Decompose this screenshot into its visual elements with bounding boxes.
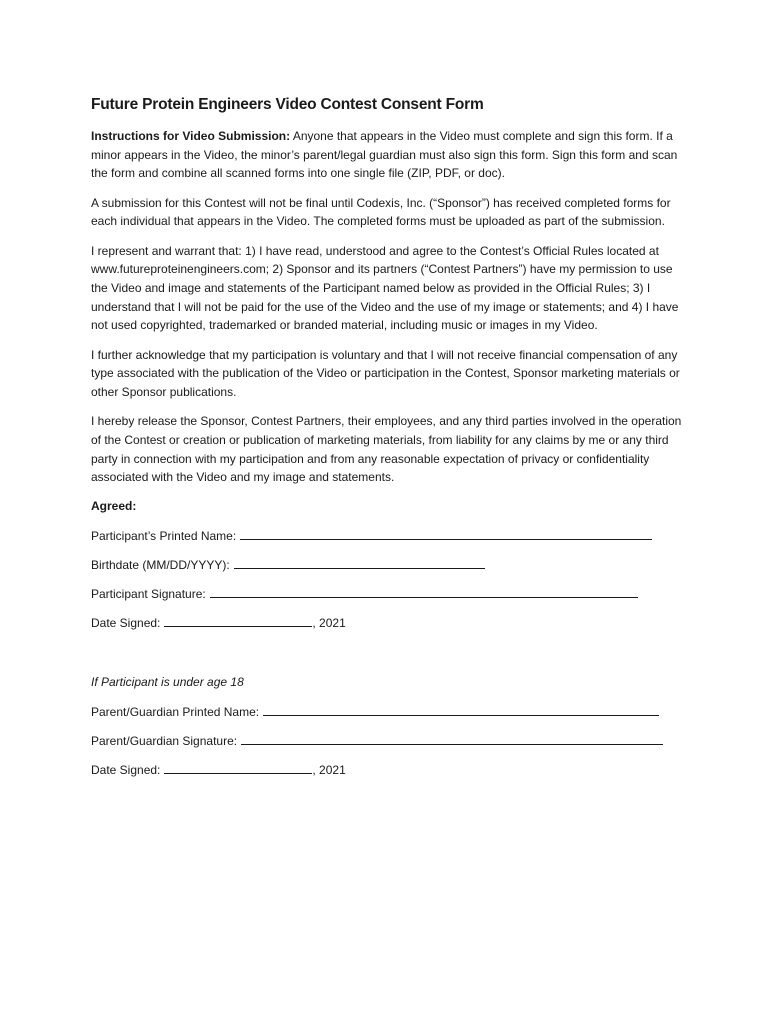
guardian-date-year: , 2021 [312, 763, 346, 778]
guardian-signature-row [91, 732, 691, 750]
warranty-paragraph: I represent and warrant that: 1) I have read, understood and agree to the Contest’s Official Rules located at www.futureproteinengineers.com; 2) Sponsor and its partners (“Contest Partners”) have my permission to use the Video and image and statements of the Participant named below as provided in the Official Rules; 3) I understand that I will not be paid for the use of the Video and the use of my image or statements; and 4) I have not used copyrighted, trademarked or branded material, including music or images in my Video. [91, 243, 679, 333]
participant-name-field[interactable] [240, 527, 652, 540]
participant-signature-field[interactable] [210, 585, 638, 598]
form-title: Future Protein Engineers Video Contest Consent Form [91, 96, 484, 113]
submission-paragraph: A submission for this Contest will not be final until Codexis, Inc. (“Sponsor”) has received completed forms for each individual that appears in the Video. The completed forms must be uploaded as part of the submission. [91, 195, 671, 229]
participant-date-field[interactable] [164, 614, 312, 627]
instructions-label: Instructions for Video Submission: [91, 129, 291, 143]
participant-date-row [91, 614, 691, 632]
acknowledgement-paragraph: I further acknowledge that my participation is voluntary and that I will not receive financial compensation of any type associated with the publication of the Video or participation in the Contest, Sponsor marketing materials or other Sponsor publications. [91, 347, 680, 399]
guardian-date-row [91, 761, 691, 779]
guardian-name-label: Parent/Guardian Printed Name: [91, 705, 260, 720]
guardian-date-field[interactable] [164, 761, 312, 774]
guardian-signature-field[interactable] [241, 732, 663, 745]
instructions-paragraph [91, 127, 691, 183]
release-paragraph: I hereby release the Sponsor, Contest Partners, their employees, and any third parties involved in the operation of the Contest or creation or publication of marketing materials, from liability for any claims by me or any third party in connection with my participation and from any reasonable expectation of privacy or confidentiality associated with the Video and my image and statements. [91, 414, 682, 485]
guardian-signature-label: Parent/Guardian Signature: [91, 734, 238, 749]
guardian-name-field[interactable] [263, 703, 659, 716]
minor-heading: If Participant is under age 18 [91, 675, 244, 690]
participant-signature-row [91, 585, 691, 603]
instructions-text: Anyone that appears in the Video must complete and sign this form. If a minor appears in the Video, the minor’s parent/legal guardian must also sign this form. Sign this form and scan the form and combine all scanned forms into one single file (ZIP, PDF, or doc). [91, 129, 678, 181]
birthdate-label: Birthdate (MM/DD/YYYY): [91, 558, 230, 573]
participant-date-label: Date Signed: [91, 616, 161, 631]
participant-name-label: Participant’s Printed Name: [91, 529, 237, 544]
birthdate-field[interactable] [234, 556, 485, 569]
guardian-name-row [91, 703, 691, 721]
birthdate-row [91, 556, 691, 574]
guardian-date-label: Date Signed: [91, 763, 161, 778]
consent-form-page [91, 96, 691, 790]
participant-name-row [91, 527, 691, 545]
participant-date-year: , 2021 [312, 616, 346, 631]
participant-signature-label: Participant Signature: [91, 587, 206, 602]
agreed-label: Agreed: [91, 499, 137, 514]
